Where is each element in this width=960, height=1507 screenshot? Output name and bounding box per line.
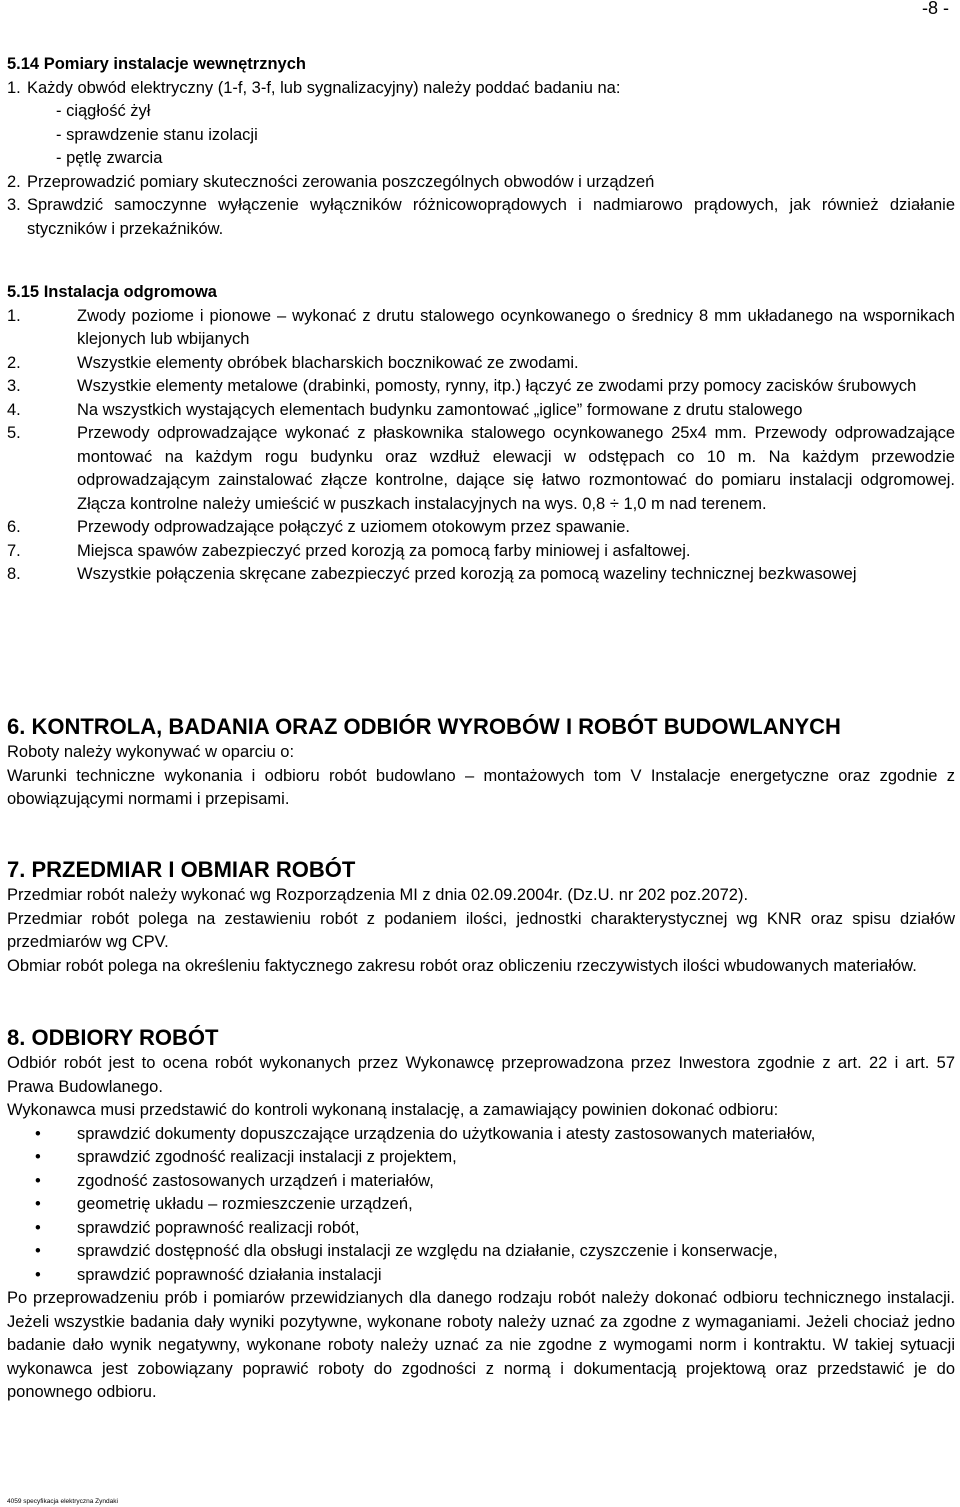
section-heading: 5.14 Pomiary instalacje wewnętrznych: [7, 55, 306, 73]
item-text: Przeprowadzić pomiary skuteczności zerowania poszczególnych obwodów i urządzeń: [27, 172, 655, 191]
item-text: sprawdzić poprawność realizacji robót,: [77, 1218, 360, 1237]
list-item: [7, 563, 955, 587]
bullet-icon: •: [35, 1171, 41, 1190]
section-5-14: [7, 53, 955, 241]
item-number: 7.: [7, 541, 21, 560]
section-8: [7, 1024, 955, 1405]
list-item: [7, 77, 955, 101]
list-item: [7, 1217, 955, 1241]
list-item: [7, 540, 955, 564]
list-item: [7, 1240, 955, 1264]
item-text: Każdy obwód elektryczny (1-f, 3-f, lub sygnalizacyjny) należy poddać badaniu na:: [27, 78, 621, 97]
list-item: [7, 352, 955, 376]
bullet-icon: •: [35, 1265, 41, 1284]
paragraph: Roboty należy wykonywać w oparciu o:: [7, 743, 295, 761]
list-item: [7, 1123, 955, 1147]
paragraph: Przedmiar robót należy wykonać wg Rozporządzenia MI z dnia 02.09.2004r. (Dz.U. nr 202 poz.2072).: [7, 886, 749, 904]
paragraph: Odbiór robót jest to ocena robót wykonanych przez Wykonawcę przeprowadzona przez Inwestora zgodnie z art. 22 i art. 57 Prawa Budowlanego.: [7, 1054, 955, 1096]
section-heading: 7. PRZEDMIAR I OBMIAR ROBÓT: [7, 857, 356, 882]
list-item: [7, 1146, 955, 1170]
list-item: [7, 305, 955, 352]
list-item: [7, 516, 955, 540]
item-text: sprawdzić dostępność dla obsługi instalacji ze względu na działanie, czyszczenie i konserwacje,: [77, 1242, 778, 1260]
item-number: 2.: [7, 172, 21, 191]
item-number: 3.: [7, 377, 21, 395]
list-item: [7, 399, 955, 423]
paragraph: Obmiar robót polega na określeniu faktycznego zakresu robót oraz obliczeniu rzeczywistych ilości wbudowanych materiałów.: [7, 956, 917, 975]
item-number: 4.: [7, 400, 21, 419]
item-text: sprawdzić zgodność realizacji instalacji z projektem,: [77, 1148, 457, 1166]
section-heading: 8. ODBIORY ROBÓT: [7, 1025, 219, 1050]
item-number: 6.: [7, 518, 21, 536]
section-6: [7, 713, 955, 812]
bullet-icon: •: [35, 1148, 41, 1166]
item-text: Na wszystkich wystających elementach budynku zamontować „iglice” formowane z drutu stalowego: [77, 400, 803, 419]
paragraph: Warunki techniczne wykonania i odbioru robót budowlano – montażowych tom V Instalacje energetyczne oraz zgodnie z obowiązującymi normami i przepisami.: [7, 766, 955, 808]
item-text: Wszystkie połączenia skręcane zabezpieczyć przed korozją za pomocą wazeliny technicznej bezkwasowej: [77, 565, 857, 583]
item-text: geometrię układu – rozmieszczenie urządzeń,: [77, 1195, 413, 1213]
footer-text: 4059 specyfikacja elektryczna Zyndaki: [7, 1498, 118, 1505]
page-number: -8 -: [922, 0, 949, 18]
sub-item: - pętlę zwarcia: [56, 149, 163, 167]
item-text: Wszystkie elementy obróbek blacharskich bocznikować ze zwodami.: [77, 353, 579, 372]
section-7: [7, 856, 955, 978]
list-item: [7, 375, 955, 399]
paragraph: Po przeprowadzeniu prób i pomiarów przewidzianych dla danego rodzaju robót należy dokonać odbioru technicznego instalacji. Jeżeli wszystkie badania dały wyniki pozytywne, wykonane roboty należy uznać za zgodne z wymaganiami. Jeżeli chociaż jedno badanie dało wynik negatywny, wykonane roboty należy uznać za nie zgodne z wymogami norm i kontraktu. W takiej sytuacji wykonawca jest zobowiązany poprawić roboty do zgodności z normą i dokumentacją projektową oraz przedstawić je do ponownego odbioru.: [7, 1289, 955, 1401]
section-heading: 5.15 Instalacja odgromowa: [7, 283, 217, 301]
item-text: Przewody odprowadzające wykonać z płaskownika stalowego ocynkowanego 25x4 mm. Przewody odprowadzające montować na każdym rogu budynku oraz wzdłuż elewacji w odstępach co 10 m. Na każdym przewodzie odprowadzającym zainstalować złącze kontrolne, dające się łatwo rozmontować do pomiaru instalacji odgromowej. Złącza kontrolne należy umieścić w puszkach instalacyjnych na wys. 0,8 ÷ 1,0 m nad terenem.: [77, 424, 955, 513]
item-text: Przewody odprowadzające połączyć z uziomem otokowym przez spawanie.: [77, 518, 630, 536]
item-text: zgodność zastosowanych urządzeń i materiałów,: [77, 1171, 434, 1190]
bullet-icon: •: [35, 1218, 41, 1237]
item-text: sprawdzić dokumenty dopuszczające urządzenia do użytkowania i atesty zastosowanych materiałów,: [77, 1124, 816, 1143]
list-item: [7, 171, 955, 195]
list-item: [7, 1170, 955, 1194]
item-number: 5.: [7, 424, 21, 442]
sub-item: - ciągłość żył: [56, 102, 151, 120]
list-item: [7, 422, 955, 516]
bullet-icon: •: [35, 1124, 41, 1143]
item-number: 3.: [7, 196, 21, 214]
item-number: 2.: [7, 353, 21, 372]
item-text: Wszystkie elementy metalowe (drabinki, pomosty, rynny, itp.) łączyć ze zwodami przy pomocy zacisków śrubowych: [77, 377, 917, 395]
document-page: [7, 0, 955, 1507]
item-text: Miejsca spawów zabezpieczyć przed korozją za pomocą farby miniowej i asfaltowej.: [77, 541, 691, 560]
bullet-icon: •: [35, 1195, 41, 1213]
item-text: sprawdzić poprawność działania instalacji: [77, 1265, 382, 1284]
item-text: Zwody poziome i pionowe – wykonać z drutu stalowego ocynkowanego o średnicy 8 mm układanego na wspornikach klejonych lub wbijanych: [77, 306, 955, 348]
section-heading: 6. KONTROLA, BADANIA ORAZ ODBIÓR WYROBÓW I ROBÓT BUDOWLANYCH: [7, 714, 841, 739]
bullet-list: [7, 1123, 955, 1288]
list-item: [7, 1264, 955, 1288]
list-item: [7, 1193, 955, 1217]
paragraph: Wykonawca musi przedstawić do kontroli wykonaną instalację, a zamawiający powinien dokonać odbioru:: [7, 1101, 779, 1119]
item-number: 1.: [7, 306, 21, 325]
item-number: 1.: [7, 78, 21, 97]
paragraph: Przedmiar robót polega na zestawieniu robót z podaniem ilości, jednostki charakterystycznej wg KNR oraz spisu działów przedmiarów wg CPV.: [7, 909, 955, 951]
item-text: Sprawdzić samoczynne wyłączenie wyłączników różnicowoprądowych i nadmiarowo prądowych, jak również działanie styczników i przekaźników.: [27, 196, 955, 238]
item-number: 8.: [7, 565, 21, 583]
section-5-15: [7, 281, 955, 587]
bullet-icon: •: [35, 1242, 41, 1260]
list-item: [7, 194, 955, 241]
sub-item: - sprawdzenie stanu izolacji: [56, 125, 258, 144]
